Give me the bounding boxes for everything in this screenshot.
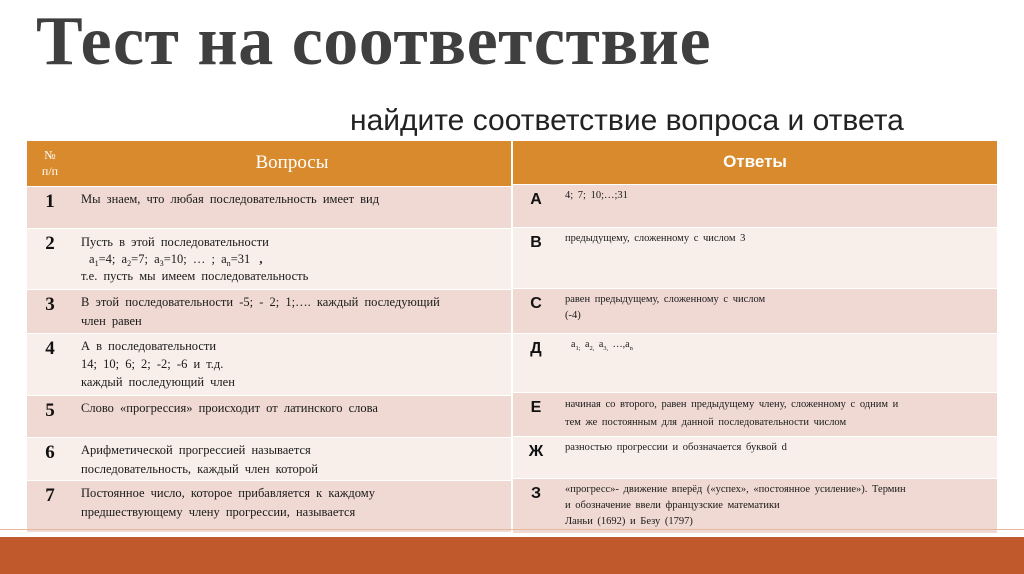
- question-line: последовательность, каждый член которой: [81, 461, 318, 476]
- questions-header: Вопросы: [73, 141, 511, 186]
- question-text: [73, 437, 511, 480]
- question-row: [27, 480, 511, 532]
- slide-subtitle: найдите соответствие вопроса и ответа: [350, 104, 904, 137]
- answer-row: [513, 392, 997, 436]
- questions-table: [27, 141, 511, 532]
- answer-line: Ланьи (1692) и Безу (1797): [565, 515, 693, 527]
- question-line: т.е. пусть мы имеем последовательность: [81, 268, 309, 283]
- question-row: [27, 228, 511, 289]
- question-row: [27, 186, 511, 228]
- answer-line: предыдущему, сложенному с числом 3: [565, 232, 746, 244]
- question-number: 4: [27, 333, 73, 395]
- question-number: 3: [27, 289, 73, 333]
- question-row: [27, 437, 511, 480]
- answers-header: Ответы: [513, 141, 997, 184]
- question-line: каждый последующий член: [81, 374, 235, 389]
- footer-divider: [0, 529, 1024, 530]
- questions-number-header: № п/п: [27, 141, 73, 186]
- question-line: Слово «прогрессия» происходит от латинского слова: [81, 400, 378, 415]
- answer-row: [513, 227, 997, 288]
- answer-letter: В: [513, 227, 559, 288]
- answer-row: [513, 436, 997, 478]
- sequence-notation: $a_{1;}$ $a_{2,}$ $a_{3,}$ $\dots,a_n$: [571, 338, 633, 352]
- answer-letter: Д: [513, 333, 559, 392]
- answer-line: «прогресс»- движение вперёд («успех», «постоянное усиление»). Термин: [565, 483, 906, 495]
- question-line: Постоянное число, которое прибавляется к каждому: [81, 485, 375, 500]
- question-line: Пусть в этой последовательности: [81, 234, 269, 249]
- question-number: 1: [27, 186, 73, 228]
- answer-line: разностью прогрессии и обозначается буквой d: [565, 441, 787, 453]
- answer-row: [513, 478, 997, 533]
- answer-text: [559, 288, 997, 333]
- answer-letter: А: [513, 184, 559, 227]
- answer-line: равен предыдущему, сложенному с числом: [565, 293, 766, 305]
- answer-line: начиная со второго, равен предыдущему члену, сложенному с одним и: [565, 398, 899, 410]
- slide-title: Тест на соответствие: [36, 3, 712, 80]
- question-number: 7: [27, 480, 73, 532]
- sequence-formula: $a_1=4$; $a_2=7$; $a_3=10$; … ; $a_n=31$ ,: [89, 251, 263, 268]
- question-row: [27, 333, 511, 395]
- answer-row: [513, 288, 997, 333]
- answer-letter: З: [513, 478, 559, 533]
- question-row: [27, 289, 511, 333]
- answer-text: [559, 333, 997, 392]
- answer-text: [559, 478, 997, 533]
- answer-line: 4; 7; 10;…;31: [565, 189, 628, 201]
- question-number: 2: [27, 228, 73, 289]
- question-number: 6: [27, 437, 73, 480]
- answer-row: [513, 184, 997, 227]
- question-line: член равен: [81, 313, 142, 328]
- answer-letter: С: [513, 288, 559, 333]
- question-line: В этой последовательности -5; - 2; 1;…. каждый последующий: [81, 294, 440, 309]
- question-text: [73, 228, 511, 289]
- question-number: 5: [27, 395, 73, 437]
- question-row: [27, 395, 511, 437]
- question-text: [73, 333, 511, 395]
- answer-line: (-4): [565, 309, 581, 321]
- footer-bar: [0, 537, 1024, 574]
- question-text: [73, 395, 511, 437]
- answers-table: [513, 141, 997, 533]
- question-line: 14; 10; 6; 2; -2; -6 и т.д.: [81, 356, 224, 371]
- question-line: Арифметической прогрессией называется: [81, 442, 311, 457]
- question-text: [73, 480, 511, 532]
- answer-text: [559, 436, 997, 478]
- answer-letter: Е: [513, 392, 559, 436]
- question-line: предшествующему члену прогрессии, называется: [81, 504, 356, 519]
- question-line: Мы знаем, что любая последовательность имеет вид: [81, 191, 380, 206]
- answer-text: [559, 392, 997, 436]
- answer-letter: Ж: [513, 436, 559, 478]
- answer-line: и обозначение ввели французские математики: [565, 499, 780, 511]
- answer-row: [513, 333, 997, 392]
- question-line: А в последовательности: [81, 338, 217, 353]
- answer-line: тем же постоянным для данной последовательности числом: [565, 416, 847, 428]
- answer-text: [559, 184, 997, 227]
- question-text: [73, 186, 511, 228]
- answer-text: [559, 227, 997, 288]
- question-text: [73, 289, 511, 333]
